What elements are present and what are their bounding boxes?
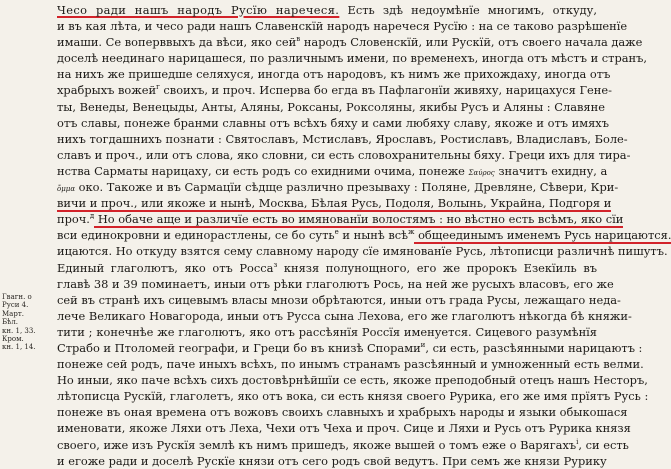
footnote-marker: и <box>420 341 426 350</box>
text-line <box>57 292 621 308</box>
section-heading: Чесо ради нашъ народъ Русїю наречеся. <box>57 3 340 17</box>
text-fragment: Единый глаголютъ, яко отъ Росса <box>57 260 274 275</box>
footnote-marker: з <box>273 260 278 269</box>
text-fragment: ицаются. Но откуду взятся сему славному народу сїе имянованїе Русь, лѣтописци различнѣ пишутъ. <box>57 244 668 259</box>
footnote-marker: г <box>156 83 160 92</box>
text-fragment: нихъ тогдашнихъ познати : Святославъ, Мстиславъ, Ярославъ, Ростиславъ, Владиславъ, Боле- <box>57 131 628 146</box>
text-line <box>57 34 643 50</box>
text-fragment: ὄμμα <box>57 185 76 194</box>
text-fragment: Но иныи, яко паче всѣхъ сихъ достовѣрнѣйшїи се есть, якоже преподобный отецъ нашъ Несторъ, <box>57 373 648 388</box>
margin-reference-line: кн. 1, 33. <box>2 326 36 335</box>
text-fragment: своего, иже изъ Рускїя землѣ къ нимъ пришедъ, якоже вышей о томъ еже о Варягахъ <box>57 437 577 452</box>
text-line <box>57 115 609 131</box>
text-line <box>57 372 648 388</box>
text-line <box>57 2 597 18</box>
margin-reference-line: Гвагн. о <box>2 293 32 301</box>
text-fragment: доселѣ неединаго нарицашеся, по различнымъ имени, по временехъ, иногда отъ мѣстъ и странъ, <box>57 51 648 66</box>
text-fragment: ты, Венеды, Венецыды, Анты, Аляны, Роксаны, Роксоляны, якибы Русъ и Аляны : Славяне <box>57 99 605 114</box>
text-line <box>57 82 612 98</box>
text-fragment: и егоже ради и доселѣ Рускїе князи отъ сего родъ свой ведутъ. При семъ же князи Рурику <box>57 453 607 468</box>
text-line <box>57 356 644 372</box>
text-fragment: понеже въ оная времена отъ вожовъ своихъ славныхъ и храбрыхъ народы и языки обыкошася <box>57 405 628 420</box>
text-line <box>57 211 624 227</box>
text-line <box>57 195 612 211</box>
footnote-marker: і <box>576 437 579 446</box>
text-fragment: проч. <box>57 212 90 227</box>
text-fragment: на нихъ же пришедше селяхуся, иногда отъ народовъ, къ нимъ же прихождаху, иногда отъ <box>57 67 611 82</box>
text-line <box>57 179 619 195</box>
text-fragment: славъ и проч., или отъ слова, яко словни, си есть словохранительны бяху. Греци ихъ для тира- <box>57 147 631 162</box>
text-fragment: именовати, якоже Ляхи отъ Леха, Чехи отъ Чеха и проч. Сице и Ляхи и Русь отъ Рурика князя <box>57 421 631 436</box>
text-fragment: главѣ 38 и 39 поминаетъ, иныи отъ рѣки глаголютъ Рось, на ней же русыхъ власовъ, его же <box>57 276 614 291</box>
text-line <box>57 66 611 82</box>
text-fragment: вичи и проч., или якоже и нынѣ, Москва, Бѣлая Русь, Подоля, Волынь, Украйна, Подгоря и <box>57 196 612 211</box>
text-fragment: князя полунощного, его же пророкъ Езекїиль въ <box>277 260 597 275</box>
text-line <box>57 324 597 340</box>
margin-reference-line: Бѣл. <box>2 318 19 327</box>
text-fragment: , си есть <box>578 437 629 452</box>
text-line <box>57 99 605 115</box>
text-fragment: отъ славы, понеже бранми славны отъ всѣхъ бяху и сами любяху славу, якоже и отъ имяхъ <box>57 115 609 130</box>
text-fragment: и нынѣ всѣ <box>338 228 408 243</box>
text-line <box>57 227 671 243</box>
margin-reference-line: Кром. <box>2 335 24 344</box>
text-line <box>57 453 607 469</box>
footnote-marker: е <box>334 228 339 237</box>
text-line <box>57 131 628 147</box>
text-line <box>57 308 632 324</box>
text-line <box>57 340 643 356</box>
footnote-marker: д <box>89 212 95 221</box>
text-line <box>57 163 608 179</box>
text-line <box>57 276 614 292</box>
text-fragment: значитъ ехидну, а <box>494 163 608 178</box>
text-line <box>57 18 628 34</box>
text-line <box>57 420 631 436</box>
text-fragment: и въ кая лѣта, и чесо ради нашъ Славенскїй народъ наречеся Русїю : на се таково разрѣшенїе <box>57 19 628 34</box>
text-fragment: вси единокровни и единорастлены, се бо суть <box>57 228 335 243</box>
text-line <box>57 147 631 163</box>
margin-reference-line: Март. <box>2 309 24 318</box>
text-fragment: Σαύρος <box>468 168 495 177</box>
text-fragment: Но обаче аще и различїе есть во имянованїи волостямъ : но вѣстно есть всѣмъ, яко сїи <box>94 212 624 227</box>
text-fragment: око. Такоже и въ Сармацїи сѣдще различно презываху : Поляне, Древляне, Сѣвери, Кри- <box>75 180 619 195</box>
text-fragment: лече Великаго Новагорода, иныи отъ Русса сына Лехова, его же глаголютъ нѣкогда бѣ княжи- <box>57 308 632 323</box>
document-body <box>57 2 671 469</box>
text-line <box>57 50 648 66</box>
text-fragment: сей въ странѣ ихъ сицевымъ власы мнози обрѣтаются, иныи отъ града Русы, лежащаго неда- <box>57 292 621 307</box>
text-fragment: храбрыхъ вожей <box>57 83 157 98</box>
margin-references <box>2 293 48 352</box>
text-fragment: своихъ, и проч. Исперва бо егда въ Пафлагонїи живяху, нарицахуся Гене- <box>159 83 612 98</box>
footnote-marker: в <box>296 35 301 44</box>
text-line <box>57 437 629 453</box>
text-fragment: общеединымъ именемъ Русь нарицаются. <box>414 228 671 243</box>
text-fragment: нства Сарматы нарицаху, си есть родъ со ехидними очима, понеже <box>57 163 469 178</box>
text-fragment: , си есть, разсѣянными нарицаютъ : <box>425 340 643 355</box>
text-fragment: Страбо и Птоломей географи, и Греци бо въ книзѣ Спорами <box>57 340 421 355</box>
text-fragment: лѣтописца Рускїй, глаголетъ, яко отъ вока, си есть князя своего Рурика, его же имя прїятъ Русь : <box>57 389 649 404</box>
margin-reference-line: кн. 1, 14. <box>2 343 36 352</box>
footnote-marker: ж <box>408 228 415 237</box>
text-fragment: Есть здѣ недоумѣнїе многимъ, откуду, <box>339 3 597 17</box>
text-fragment: имаши. Се воперввыхъ да вѣси, яко сей <box>57 35 297 50</box>
text-fragment: понеже сей родъ, паче иныхъ всѣхъ, по инымъ странамъ разсѣянный и умноженный есть велми. <box>57 357 644 372</box>
text-fragment: народъ Словенскїй, или Рускїй, отъ своего начала даже <box>300 35 643 50</box>
margin-reference-line: Руси 4. <box>2 301 29 310</box>
text-line <box>57 388 649 404</box>
text-line <box>57 260 597 276</box>
text-fragment: тити ; конечнѣе же глаголютъ, яко отъ рассѣянїя Россїя именуется. Сицевого разумѣнїя <box>57 324 597 339</box>
text-line <box>57 404 628 420</box>
text-line <box>57 243 668 259</box>
